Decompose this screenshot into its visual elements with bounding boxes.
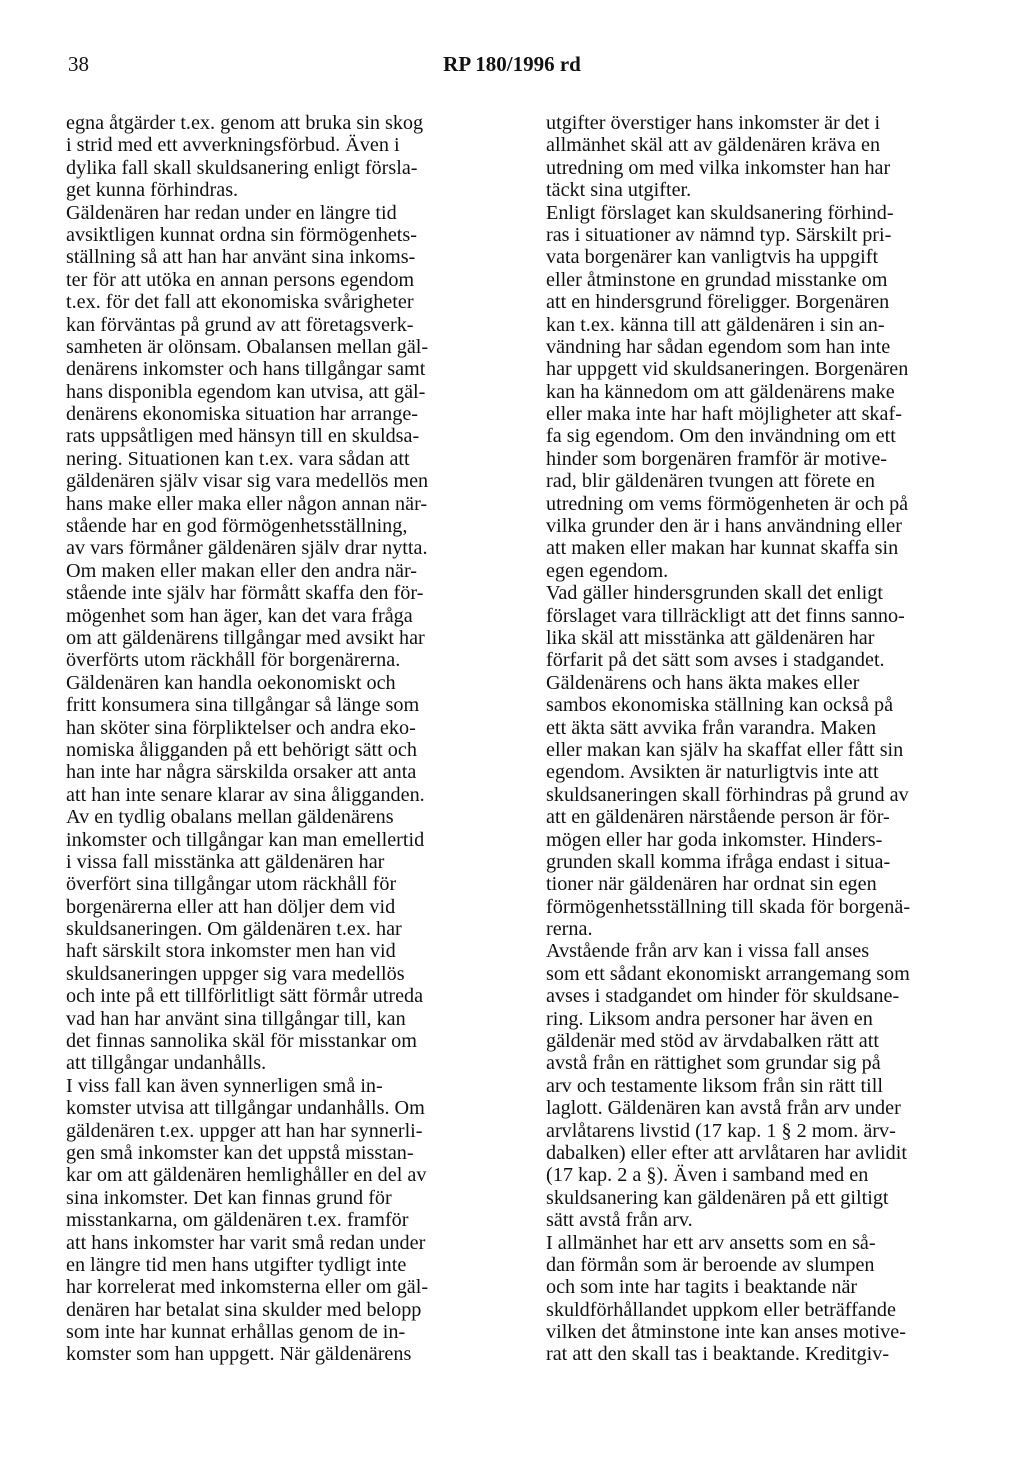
text-line: Av en tydlig obalans mellan gäldenärens	[66, 806, 394, 829]
text-line: dabalken) eller efter att arvlåtaren har avlidit	[546, 1141, 907, 1164]
text-line: han inte har några särskilda orsaker att anta	[66, 761, 417, 784]
left-column	[66, 112, 480, 1366]
text-line: denärens inkomster och hans tillgångar samt	[66, 358, 426, 381]
text-line: kan ha kännedom om att gäldenärens make	[546, 380, 895, 403]
text-line: tioner när gäldenären har ordnat sin egen	[546, 873, 877, 896]
text-line: borgenärerna eller att han döljer dem vid	[66, 895, 396, 918]
text-line: vilka grunder den är i hans användning eller	[546, 515, 902, 538]
text-line: vändning har sådan egendom som han inte	[546, 335, 891, 358]
text-line: egna åtgärder t.ex. genom att bruka sin skog	[66, 112, 424, 134]
text-line: och som inte har tagits i beaktande när	[546, 1276, 858, 1299]
text-line: utredning om med vilka inkomster han har	[546, 156, 891, 179]
text-line: att tillgångar undanhålls.	[66, 1052, 267, 1075]
text-line: I allmänhet har ett arv ansetts som en så-	[546, 1231, 876, 1254]
text-line: att hans inkomster har varit små redan under	[66, 1231, 426, 1254]
text-line: eller makan kan själv ha skaffat eller fått sin	[546, 738, 904, 761]
text-line: utgifter överstiger hans inkomster är det i	[546, 112, 881, 134]
text-line: av vars förmåner gäldenären själv drar nytta.	[66, 537, 428, 560]
text-line: Gäldenären har redan under en längre tid	[66, 201, 397, 224]
text-line: samheten är olönsam. Obalansen mellan gäl-	[66, 335, 429, 358]
text-line: skuldförhållandet uppkom eller beträffande	[546, 1298, 896, 1321]
text-line: stående inte själv har förmått skaffa den för-	[66, 582, 424, 605]
text-line: sätt avstå från arv.	[546, 1209, 693, 1232]
text-line: sambos ekonomiska ställning kan också på	[546, 694, 894, 717]
text-line: kan t.ex. känna till att gäldenären i sin an-	[546, 313, 885, 336]
text-line: stående har en god förmögenhetsställning,	[66, 515, 408, 538]
text-line: (17 kap. 2 a §). Även i samband med en	[546, 1164, 869, 1187]
text-line: rat att den skall tas i beaktande. Kreditgiv-	[546, 1343, 890, 1366]
text-line: skuldsaneringen. Om gäldenären t.ex. har	[66, 918, 402, 941]
text-line: misstankarna, om gäldenären t.ex. framför	[66, 1209, 409, 1232]
text-line: en längre tid men hans utgifter tydligt inte	[66, 1253, 407, 1276]
text-line: överfört sina tillgångar utom räckhåll för	[66, 873, 397, 896]
text-line: skuldsaneringen skall förhindras på grund av	[546, 783, 909, 806]
right-column	[546, 112, 960, 1366]
text-line: Enligt förslaget kan skuldsanering förhind-	[546, 201, 894, 224]
text-line: det finnas sannolika skäl för misstankar om	[66, 1030, 417, 1053]
text-line: hans disponibla egendom kan utvisa, att gäl-	[66, 380, 426, 403]
text-line: gen små inkomster kan det uppstå misstan-	[66, 1141, 414, 1164]
text-line: i vissa fall misstänka att gäldenären har	[66, 850, 385, 873]
text-line: fritt konsumera sina tillgångar så länge som	[66, 694, 420, 717]
text-line: att han inte senare klarar av sina åligganden.	[66, 783, 425, 806]
text-line: arvlåtarens livstid (17 kap. 1 § 2 mom. ärv-	[546, 1119, 896, 1142]
text-line: och inte på ett tillförlitligt sätt förmår utreda	[66, 985, 424, 1008]
text-line: att en gäldenären närstående person är för-	[546, 806, 890, 829]
text-line: förslaget vara tillräckligt att det finns sanno-	[546, 604, 905, 627]
text-line: Gäldenärens och hans äkta makes eller	[546, 671, 860, 694]
text-line: denärens ekonomiska situation har arrange-	[66, 403, 419, 426]
text-line: gäldenären t.ex. uppger att han har synnerli-	[66, 1119, 423, 1142]
text-line: I viss fall kan även synnerligen små in-	[66, 1074, 383, 1097]
text-line: egendom. Avsikten är naturligtvis inte att	[546, 761, 879, 784]
text-line: ter för att utöka en annan persons egendom	[66, 268, 415, 291]
text-line: hinder som borgenären framför är motive-	[546, 447, 888, 470]
text-line: gäldenär med stöd av ärvdabalken rätt att	[546, 1030, 879, 1053]
text-line: egen egendom.	[546, 559, 669, 582]
text-line: komster som han uppgett. När gäldenärens	[66, 1343, 412, 1366]
text-line: kan förväntas på grund av att företagsverk-	[66, 313, 414, 336]
text-line: rats uppsåtligen med hänsyn till en skuldsa-	[66, 425, 420, 448]
text-line: överförts utom räckhåll för borgenärerna.	[66, 649, 401, 672]
text-line: fa sig egendom. Om den invändning om ett	[546, 425, 896, 448]
text-line: allmänhet skäl att av gäldenären kräva en	[546, 134, 881, 157]
text-line: ras i situationer av nämnd typ. Särskilt pri-	[546, 223, 892, 246]
text-line: eller maka inte har haft möjligheter att skaf-	[546, 403, 902, 426]
text-line: haft särskilt stora inkomster men han vid	[66, 940, 396, 963]
text-line: komster utvisa att tillgångar undanhålls. Om	[66, 1097, 425, 1120]
running-head: RP 180/1996 rd	[443, 52, 581, 76]
text-line: ställning så att han har använt sina inkoms-	[66, 246, 416, 269]
text-line: vilken det åtminstone inte kan anses motive-	[546, 1321, 906, 1344]
text-line: ett äkta sätt avvika från varandra. Maken	[546, 716, 877, 739]
text-line: Gäldenären kan handla oekonomiskt och	[66, 671, 396, 694]
text-line: i strid med ett avverkningsförbud. Även i	[66, 134, 400, 157]
page-number: 38	[68, 52, 89, 76]
text-line: dylika fall skall skuldsanering enligt försla-	[66, 156, 418, 179]
text-line: som ett sådant ekonomiskt arrangemang som	[546, 962, 910, 985]
text-line: vata borgenärer kan vanligtvis ha uppgift	[546, 246, 879, 269]
text-line: att maken eller makan har kunnat skaffa sin	[546, 537, 899, 560]
text-line: mögen eller har goda inkomster. Hinders-	[546, 828, 883, 851]
text-line: eller åtminstone en grundad misstanke om	[546, 268, 888, 291]
text-line: Om maken eller makan eller den andra när-	[66, 559, 418, 582]
text-line: Avstående från arv kan i vissa fall anses	[546, 940, 870, 963]
text-line: vad han har använt sina tillgångar till, kan	[66, 1007, 406, 1030]
text-line: avses i stadgandet om hinder för skuldsane-	[546, 985, 900, 1008]
text-line: nering. Situationen kan t.ex. vara sådan att	[66, 447, 410, 470]
text-line: att en hindersgrund föreligger. Borgenären	[546, 291, 890, 314]
text-line: hans make eller maka eller någon annan när-	[66, 492, 428, 515]
text-line: arv och testamente liksom från sin rätt till	[546, 1074, 883, 1097]
text-line: Vad gäller hindersgrunden skall det enligt	[546, 582, 883, 605]
text-line: avsiktligen kunnat ordna sin förmögenhets-	[66, 223, 417, 246]
text-line: t.ex. för det fall att ekonomiska svårigheter	[66, 291, 414, 314]
text-line: förmögenhetsställning till skada för borgenä-	[546, 895, 911, 918]
text-line: har korrelerat med inkomsterna eller om gäl-	[66, 1276, 429, 1299]
text-line: han sköter sina förpliktelser och andra eko-	[66, 716, 416, 739]
text-line: avstå från en rättighet som grundar sig på	[546, 1052, 881, 1075]
text-line: grunden skall komma ifråga endast i situa-	[546, 850, 891, 873]
text-line: utredning om vems förmögenheten är och på	[546, 492, 909, 515]
text-line: laglott. Gäldenären kan avstå från arv under	[546, 1097, 901, 1120]
text-line: skuldsaneringen uppger sig vara medellös	[66, 962, 405, 985]
text-line: nomiska åligganden på ett behörigt sätt och	[66, 738, 417, 761]
text-line: inkomster och tillgångar kan man emellertid	[66, 828, 425, 851]
text-line: rad, blir gäldenären tvungen att förete en	[546, 470, 876, 493]
text-line: förfarit på det sätt som avses i stadgandet.	[546, 649, 885, 672]
text-line: lika skäl att misstänka att gäldenären har	[546, 626, 875, 649]
text-line: get kunna förhindras.	[66, 179, 239, 202]
text-line: har uppgett vid skuldsaneringen. Borgenären	[546, 358, 909, 381]
text-line: sina inkomster. Det kan finnas grund för	[66, 1186, 392, 1209]
text-line: mögenhet som han äger, kan det vara fråga	[66, 604, 413, 627]
text-line: om att gäldenärens tillgångar med avsikt har	[66, 626, 425, 649]
text-line: dan förmån som är beroende av slumpen	[546, 1253, 875, 1276]
text-line: täckt sina utgifter.	[546, 179, 692, 202]
text-line: gäldenären själv visar sig vara medellös men	[66, 470, 429, 493]
text-line: kar om att gäldenären hemlighåller en del av	[66, 1164, 427, 1187]
text-line: som inte har kunnat erhållas genom de in-	[66, 1321, 406, 1344]
text-line: denären har betalat sina skulder med belopp	[66, 1298, 422, 1321]
text-line: ring. Liksom andra personer har även en	[546, 1007, 873, 1030]
text-line: rerna.	[546, 918, 593, 941]
text-line: skuldsanering kan gäldenären på ett giltigt	[546, 1186, 889, 1209]
